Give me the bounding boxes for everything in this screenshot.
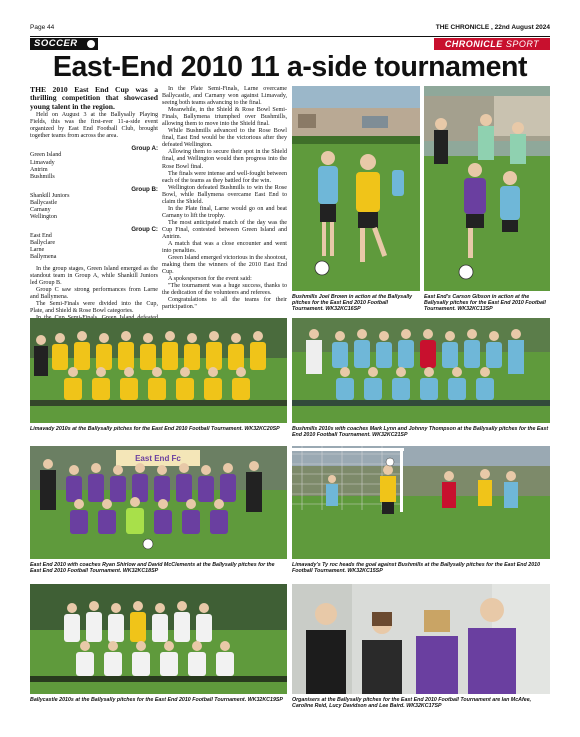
article-para: Allowing them to secure their spot in the Shield final, and Wellington would then progress into the Rose Bowl final. xyxy=(162,149,287,170)
team-name: East End xyxy=(30,232,52,239)
caption-limavady-team: Limavady 2010s at the Ballysally pitches for the East End 2010 Football Tournament. WK32KC20SP xyxy=(30,426,280,432)
photo-organisers xyxy=(292,584,550,694)
team-name: Wellington xyxy=(30,213,57,220)
caption-ballycastle-team: Ballycastle 2010s at the Ballysally pitches for the East End 2010 Football Tournament. WK32KC19SP xyxy=(30,697,283,703)
article-para: A match that was a close encounter and went into penalties. xyxy=(162,241,287,255)
photo-limavady-team xyxy=(30,318,287,423)
photo-ballycastle-team xyxy=(30,584,287,694)
brand-sport: SPORT xyxy=(505,39,540,49)
caption-organisers: Organisers at the Ballysally pitches for the East End 2010 Football Tournament are Ian McAfee, Caroline Reid, Lucy Davidson and Lee Baird. WK32KC17SP xyxy=(292,697,532,710)
group-block xyxy=(30,226,158,261)
photo-bushmills-team xyxy=(292,318,550,423)
article-lead: THE 2010 East End Cup was a thrilling competition that showcased young talent in the region. xyxy=(30,85,158,111)
caption-bushmills-action: Bushmills Joel Brown in action at the Ballysally pitches for the East End 2010 Football Tournament. WK32KC16SP xyxy=(292,294,413,313)
article-para: Wellington defeated Bushmills to win the Rose Bowl, while Ballymena overcame East End to claim the Shield. xyxy=(162,184,287,205)
team-name: Carnany xyxy=(30,206,51,213)
team-name: Ballycastle xyxy=(30,199,58,206)
caption-eastend-action: East End's Carson Gibson in action at the Ballysally pitches for the East End 2010 Football Tournament. WK32KC13SP xyxy=(424,294,546,313)
brand-name: CHRONICLE xyxy=(444,39,503,49)
article-para: Held on August 3 at the Ballysally Playing Fields, this was the first-ever 11-a-side event organized by East End Football Club, brought together teams from across the area. xyxy=(30,112,158,140)
team-name: Limavady xyxy=(30,159,55,166)
caption-bushmills-team: Bushmills 2010s with coaches Mark Lynn and Johnny Thompson at the Ballysally pitches for the East End 2010 Football Tournament. WK32KC21SP xyxy=(292,426,549,439)
group-heading: Group A: xyxy=(131,145,158,153)
page-number: Page 44 xyxy=(30,24,55,31)
group-block xyxy=(30,145,158,180)
article-para: The most anticipated match of the day was the Cup Final, contested between Green Island and Antrim. xyxy=(162,219,287,240)
article-column-2 xyxy=(162,86,287,312)
photo-limavady-goal xyxy=(292,446,550,559)
photo-bushmills-action xyxy=(292,86,420,291)
article-para: Group C saw strong performances from Larne and Ballymena. xyxy=(30,287,158,301)
article-column-1 xyxy=(30,85,158,315)
headline: East-End 2010 11 a-side tournament xyxy=(52,51,528,83)
team-name: Bushmills xyxy=(30,173,55,180)
east-end-banner-text: East End Fc xyxy=(135,454,181,463)
photo-eastend-action xyxy=(424,86,550,291)
team-name: Green Island xyxy=(30,152,62,159)
team-name: Antrim xyxy=(30,166,48,173)
article-para: The finals were intense and well-fought between each of the teams as they battled for the win. xyxy=(162,170,287,184)
page-header xyxy=(30,24,550,34)
group-block xyxy=(30,186,158,221)
section-label xyxy=(30,38,98,50)
team-name: Ballyclare xyxy=(30,239,56,246)
team-name: Ballymena xyxy=(30,254,57,261)
article-para: In the group stages, Green Island emerged as the standout team in Group A, while Shankill Juniors led Group B. xyxy=(30,266,158,287)
article-para: In the Plate final, Larne would go on and beat Carnany to lift the trophy. xyxy=(162,205,287,219)
article-para: The Semi-Finals were divided into the Cup, Plate, and Shield & Rose Bowl categories. xyxy=(30,301,158,315)
publication-dateline: THE CHRONICLE , 22nd August 2024 xyxy=(435,24,550,31)
section-label-text: SOCCER xyxy=(34,38,78,49)
article-para: A spokesperson for the event said: xyxy=(168,276,252,283)
brand-label xyxy=(434,38,550,50)
team-name: Larne xyxy=(30,247,45,254)
team-name: Shankill Juniors xyxy=(30,192,70,199)
article-para: "The tournament was a huge success, thanks to the dedication of the volunteers and referees. xyxy=(162,283,287,297)
caption-limavady-goal: Limavady's Ty roc heads the goal against Bushmills at the Ballysally pitches for the East End 2010 Football Tournament. WK32KC15SP xyxy=(292,562,541,575)
caption-eastend-team: East End 2010 with coaches Ryan Shirlow and David McClements at the Ballysally pitches for the East End 2010 Football Tournament. WK32KC18SP xyxy=(30,562,275,575)
article-para: While Bushmills advanced to the Rose Bowl final, East End would be the victorious after they defeated Wellington. xyxy=(162,128,287,149)
article-para: Green Island emerged victorious in the shootout, making them the winners of the 2010 East End Cup. xyxy=(162,255,287,276)
article-para: In the Plate Semi-Finals, Larne overcame Ballycastle, and Carnany won against Limavady, seeing both teams advancing to the final. xyxy=(162,86,287,107)
article-para: Congratulations to all the teams for their participation." xyxy=(162,297,287,311)
group-heading: Group B: xyxy=(131,185,158,193)
article-para: Meanwhile, in the Shield & Rose Bowl Semi-Finals, Ballymena triumphed over Bushmills, allowing them to move into the Shield final. xyxy=(162,107,287,128)
photo-eastend-team xyxy=(30,446,287,559)
group-heading: Group C: xyxy=(131,225,158,233)
section-bar xyxy=(30,36,550,50)
soccer-ball-icon xyxy=(87,40,95,48)
